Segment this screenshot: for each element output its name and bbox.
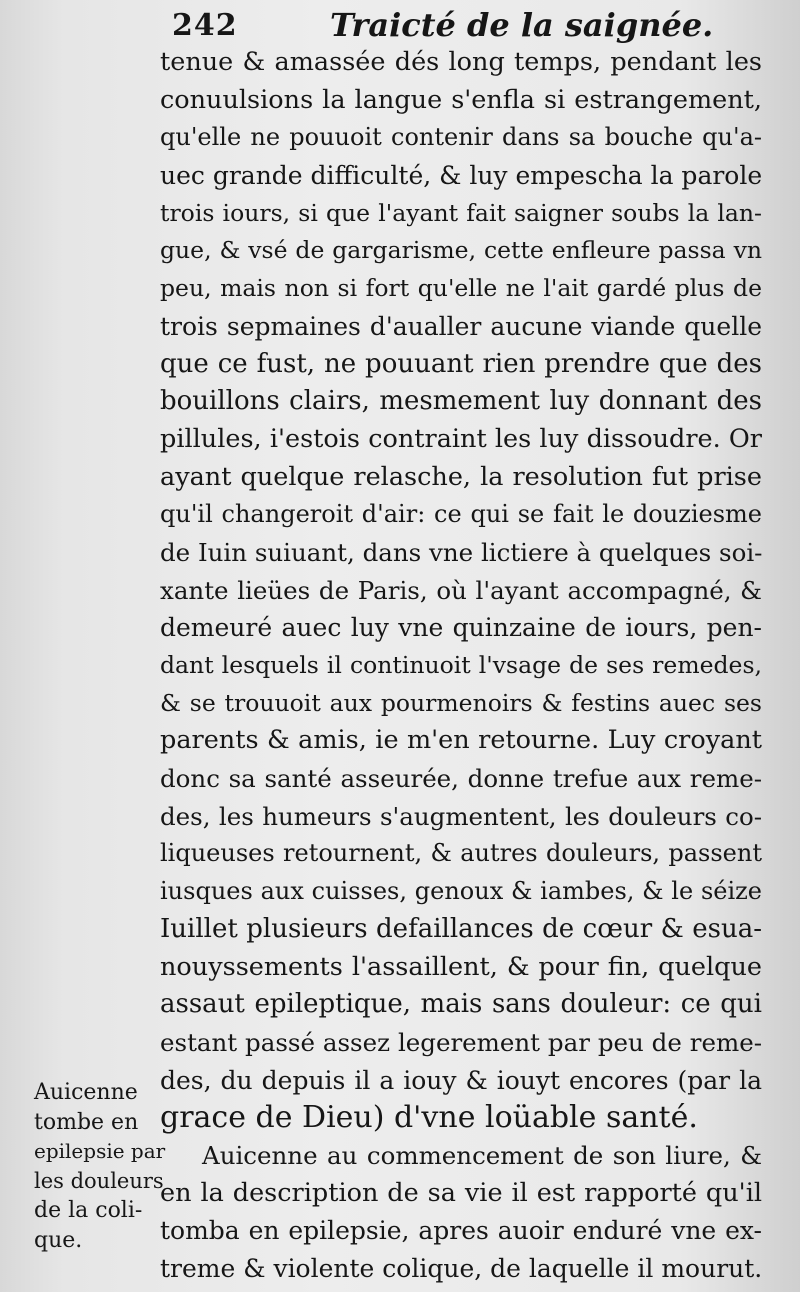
text-line: de Iuin suiuant, dans vne lictiere à quelques soi- <box>160 537 763 567</box>
text-line: Iuillet plusieurs defaillances de cœur & esua- <box>160 913 762 944</box>
text-line: tenue & amassée dés long temps, pendant les <box>160 47 762 77</box>
text-line: conuulsions la langue s'enfla si estrangement, <box>160 84 762 115</box>
text-line: gue, & vsé de gargarisme, cette enfleure passa vn <box>160 236 762 265</box>
page-number: 242 <box>172 8 238 43</box>
text-line: treme & violente colique, de laquelle il mourut. <box>160 1254 763 1283</box>
text-line: uec grande difficulté, & luy empescha la parole <box>160 161 763 191</box>
text-line: qu'elle ne pouuoit contenir dans sa bouche qu'a- <box>160 123 762 152</box>
text-line: des, du depuis il a iouy & iouyt encores (par la <box>160 1065 762 1095</box>
text-line: liqueuses retournent, & autres douleurs, passent <box>160 839 762 868</box>
paragraph-end-line: grace de Dieu) d'vne loüable santé. <box>160 1100 698 1136</box>
page-header <box>0 4 800 48</box>
paragraph-start-line: Auicenne au commencement de son liure, & <box>202 1140 762 1170</box>
margin-note-line: que. <box>34 1227 83 1253</box>
running-title: Traicté de la saignée. <box>330 6 714 44</box>
margin-note <box>34 1078 166 1255</box>
text-line: donc sa santé asseurée, donne trefue aux reme- <box>160 764 762 794</box>
text-line: des, les humeurs s'augmentent, les douleurs co- <box>160 801 762 831</box>
text-line: tomba en epilepsie, apres auoir enduré vne ex- <box>160 1216 762 1246</box>
text-line: dant lesquels il continuoit l'vsage de ses remedes, <box>160 651 762 679</box>
margin-note-line: epilepsie par <box>34 1139 166 1163</box>
text-line: assaut epileptique, mais sans douleur: ce qui <box>160 989 762 1020</box>
text-line: en la description de sa vie il est rapporté qu'il <box>160 1177 762 1208</box>
text-line: demeuré auec luy vne quinzaine de iours, pen- <box>160 613 762 643</box>
text-line: pillules, i'estois contraint les luy dissoudre. Or <box>160 423 762 454</box>
text-line: peu, mais non si fort qu'elle ne l'ait gardé plus de <box>160 274 762 303</box>
text-line: bouillons clairs, mesmement luy donnant des <box>160 386 762 417</box>
text-line: parents & amis, ie m'en retourne. Luy croyant <box>160 725 762 756</box>
text-line: trois sepmaines d'aualler aucune viande quelle <box>160 311 762 341</box>
text-line: xante lieües de Paris, où l'ayant accompagné, & <box>160 575 762 605</box>
body-text <box>160 44 762 1288</box>
margin-note-line: les douleurs <box>34 1168 164 1193</box>
text-line: ayant quelque relasche, la resolution fut prise <box>160 461 762 492</box>
margin-note-line: Auicenne <box>34 1080 138 1105</box>
text-line: & se trouuoit aux pourmenoirs & festins auec ses <box>160 688 762 717</box>
text-line: trois iours, si que l'ayant fait saigner soubs la lan- <box>160 198 762 227</box>
text-line: nouyssements l'assaillent, & pour fin, quelque <box>160 951 762 982</box>
text-line: iusques aux cuisses, genoux & iambes, & le séize <box>160 877 762 906</box>
margin-note-line: de la coli- <box>34 1198 143 1223</box>
text-line: estant passé assez legerement par peu de reme- <box>160 1027 762 1057</box>
margin-note-line: tombe en <box>34 1109 139 1135</box>
text-line: qu'il changeroit d'air: ce qui se fait le douziesme <box>160 500 762 529</box>
text-line: que ce fust, ne pouuant rien prendre que des <box>160 348 762 379</box>
